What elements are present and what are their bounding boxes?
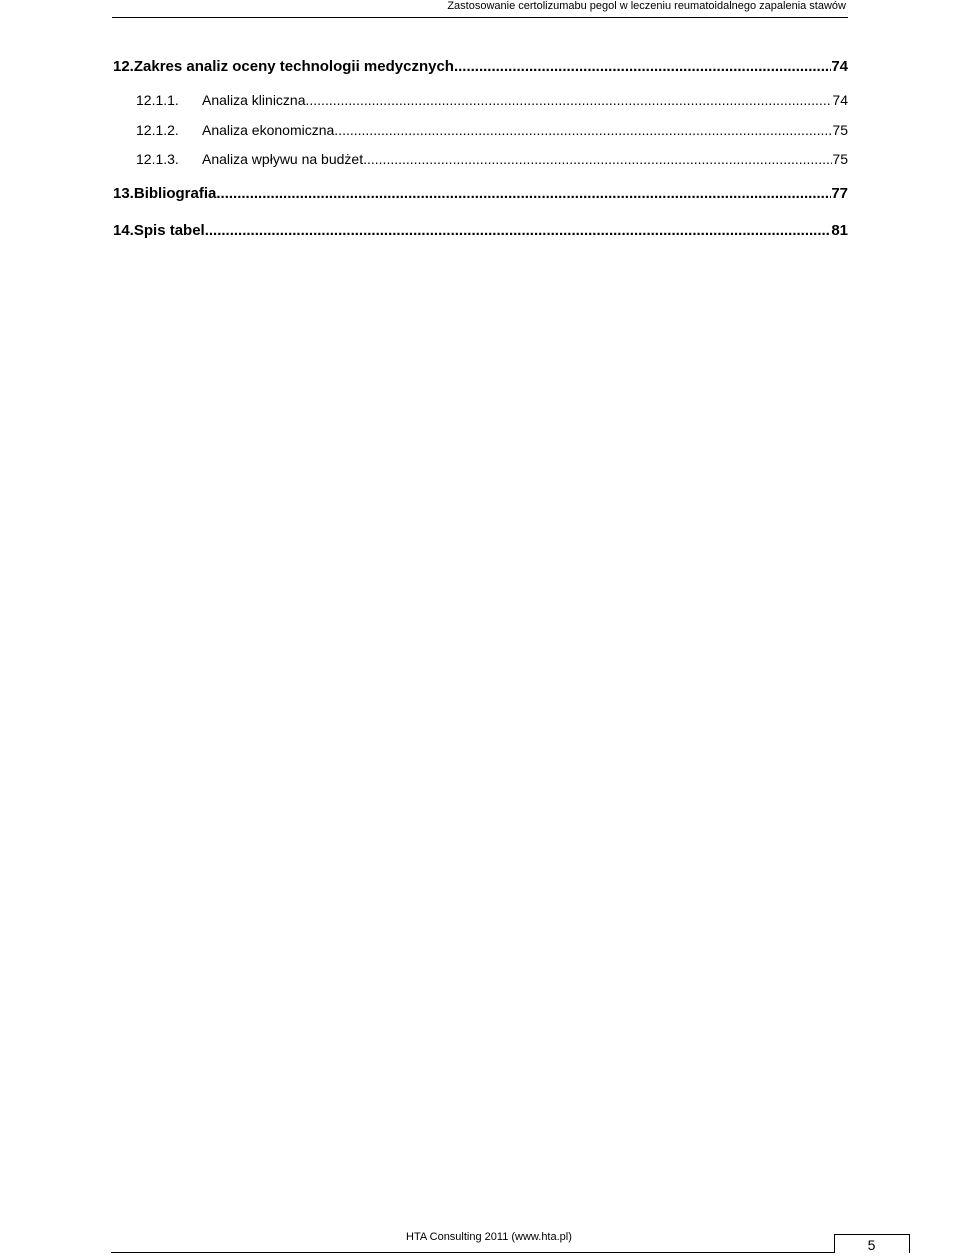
toc-entry-number: 12.1.1. <box>136 92 179 108</box>
toc-entry-12-1-2[interactable] <box>113 122 848 138</box>
header-title: Zastosowanie certolizumabu pegol w leczeniu reumatoidalnego zapalenia stawów <box>447 0 846 12</box>
toc-entry-13[interactable] <box>113 185 848 202</box>
toc-entry-12[interactable] <box>113 58 848 75</box>
toc-leader-dots <box>363 151 832 167</box>
toc-entry-number: 14. <box>113 222 134 239</box>
toc-leader-dots <box>454 58 831 75</box>
toc-entry-number: 12. <box>113 58 134 75</box>
toc-entry-title: Analiza ekonomiczna <box>202 122 335 138</box>
toc-entry-12-1-1[interactable] <box>113 92 848 108</box>
toc-leader-dots <box>334 122 832 138</box>
toc-entry-title: Analiza kliniczna <box>202 92 306 108</box>
toc-entry-number: 12.1.3. <box>136 151 179 167</box>
toc-leader-dots <box>216 185 831 202</box>
toc-entry-page: 74 <box>831 58 848 75</box>
toc-entry-title: Bibliografia <box>133 185 217 202</box>
page-number-box <box>834 1234 910 1253</box>
page-number: 5 <box>867 1237 876 1253</box>
toc-entry-page: 75 <box>832 151 848 167</box>
footer-rule <box>111 1252 834 1253</box>
toc-entry-title: Zakres analiz oceny technologii medycznych <box>133 58 454 75</box>
toc-entry-page: 74 <box>832 92 848 108</box>
toc-leader-dots <box>306 92 833 108</box>
footer-text: HTA Consulting 2011 (www.hta.pl) <box>406 1231 572 1243</box>
toc-entry-title: Analiza wpływu na budżet <box>202 151 364 167</box>
toc-entry-title: Spis tabel <box>133 222 205 239</box>
toc-entry-page: 75 <box>832 122 848 138</box>
toc-leader-dots <box>205 222 832 239</box>
toc-entry-12-1-3[interactable] <box>113 151 848 167</box>
toc-entry-page: 77 <box>831 185 848 202</box>
toc-entry-number: 13. <box>113 185 134 202</box>
toc-entry-page: 81 <box>831 222 848 239</box>
toc-entry-number: 12.1.2. <box>136 122 179 138</box>
toc-entry-14[interactable] <box>113 222 848 239</box>
page-header <box>112 0 848 18</box>
